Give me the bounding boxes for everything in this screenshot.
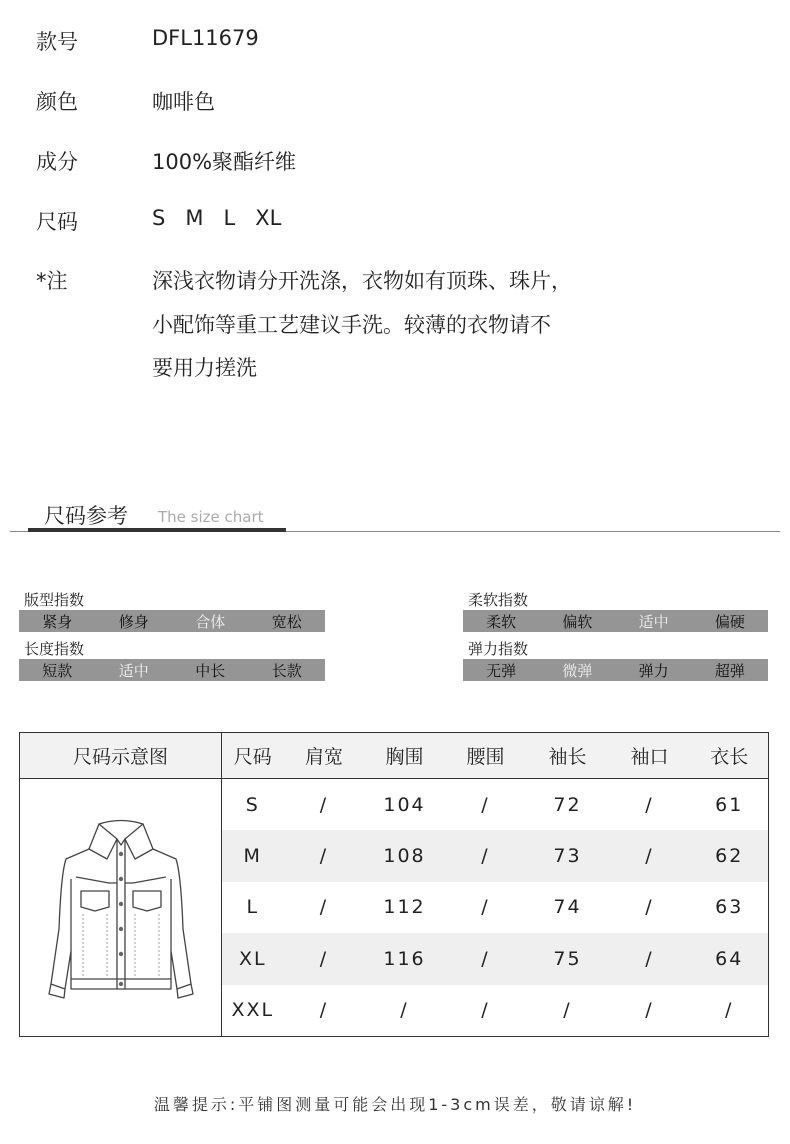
jacket-icon	[21, 779, 221, 1031]
cell-length: /	[725, 999, 734, 1022]
cell-shoulder: /	[284, 830, 365, 881]
cell-shoulder: /	[319, 999, 329, 1022]
note-line-3: 要用力搓洗	[152, 356, 257, 380]
softness-option: 偏软	[562, 613, 593, 631]
info-label-color: 颜色	[36, 90, 78, 114]
cell-length: 61	[715, 793, 744, 816]
cell-waist: /	[445, 933, 527, 984]
cell-length: 64	[691, 933, 769, 984]
cell-size: M	[222, 830, 284, 881]
cell-waist: /	[481, 793, 490, 816]
info-value-color: 咖啡色	[152, 90, 215, 114]
note-line-1: 深浅衣物请分开洗涤，衣物如有顶珠、珠片，	[152, 269, 572, 293]
cell-sleeve-length: 72	[553, 793, 582, 816]
fit-index-bar	[19, 610, 325, 632]
length-option-selected: 适中	[118, 662, 149, 680]
softness-index-title: 柔软指数	[468, 591, 529, 609]
fit-option-selected: 合体	[195, 613, 226, 631]
elasticity-index-title: 弹力指数	[468, 640, 529, 658]
elasticity-option: 弹力	[638, 662, 669, 680]
size-chart-title: 尺码参考	[44, 504, 128, 528]
cell-cuff: /	[645, 999, 654, 1022]
header-shoulder: 肩宽	[284, 733, 365, 779]
info-label-style: 款号	[36, 30, 78, 54]
size-chart-subtitle: The size chart	[158, 508, 264, 526]
header-sleeve-length: 袖长	[527, 733, 609, 779]
cell-waist: /	[481, 896, 490, 919]
table-row	[20, 779, 769, 831]
cell-cuff: /	[645, 793, 654, 816]
info-label-size: 尺码	[36, 210, 78, 234]
cell-cuff: /	[609, 933, 691, 984]
cell-sleeve-length: 73	[527, 830, 609, 881]
cell-chest: /	[400, 999, 409, 1022]
elasticity-option-selected: 微弹	[562, 662, 593, 680]
cell-sleeve-length: 75	[527, 933, 609, 984]
fit-index-title: 版型指数	[24, 591, 85, 609]
cell-shoulder: /	[319, 896, 329, 919]
cell-waist: /	[481, 999, 490, 1022]
size-table	[19, 732, 769, 1037]
cell-size: S	[245, 793, 260, 816]
cell-waist: /	[445, 830, 527, 881]
cell-cuff: /	[609, 830, 691, 881]
cell-length: 63	[715, 896, 744, 919]
cell-sleeve-length: /	[563, 999, 572, 1022]
length-index-title: 长度指数	[24, 640, 85, 658]
cell-size: XXL	[231, 999, 275, 1022]
length-index-bar	[19, 659, 325, 681]
info-value-style: DFL11679	[152, 26, 259, 50]
softness-option-selected: 适中	[638, 613, 669, 631]
cell-chest: 104	[383, 793, 426, 816]
info-value-size: S M L XL	[152, 206, 282, 230]
cell-chest: 108	[365, 830, 445, 881]
header-chest: 胸围	[365, 733, 445, 779]
softness-option: 偏硬	[714, 613, 745, 631]
cell-size: XL	[222, 933, 284, 984]
note-label: *注	[36, 269, 68, 293]
cell-cuff: /	[645, 896, 654, 919]
fit-option: 紧身	[42, 613, 73, 631]
cell-shoulder: /	[284, 933, 365, 984]
cell-size: L	[246, 896, 260, 919]
softness-index-bar	[463, 610, 768, 632]
cell-sleeve-length: 74	[553, 896, 582, 919]
elasticity-option: 无弹	[486, 662, 517, 680]
length-option: 长款	[271, 662, 302, 680]
footer-note: 温馨提示:平铺图测量可能会出现1-3cm误差，敬请谅解!	[153, 1095, 637, 1114]
header-waist: 腰围	[445, 733, 527, 779]
header-length: 衣长	[691, 733, 769, 779]
length-option: 短款	[42, 662, 73, 680]
info-label-material: 成分	[36, 150, 78, 174]
header-size: 尺码	[222, 733, 284, 779]
cell-chest: 116	[365, 933, 445, 984]
header-cuff: 袖口	[609, 733, 691, 779]
fit-option: 宽松	[271, 613, 302, 631]
elasticity-option: 超弹	[714, 662, 745, 680]
softness-option: 柔软	[486, 613, 517, 631]
cell-chest: 112	[383, 896, 426, 919]
fit-option: 修身	[118, 613, 149, 631]
jacket-diagram	[20, 779, 222, 1037]
table-header-row	[20, 733, 769, 779]
cell-length: 62	[691, 830, 769, 881]
cell-shoulder: /	[319, 793, 329, 816]
length-option: 中长	[195, 662, 226, 680]
title-underline	[28, 528, 286, 532]
note-line-2: 小配饰等重工艺建议手洗。较薄的衣物请不	[152, 313, 551, 337]
diagram-header: 尺码示意图	[20, 733, 222, 779]
info-value-material: 100%聚酯纤维	[152, 150, 297, 174]
elasticity-index-bar	[463, 659, 768, 681]
